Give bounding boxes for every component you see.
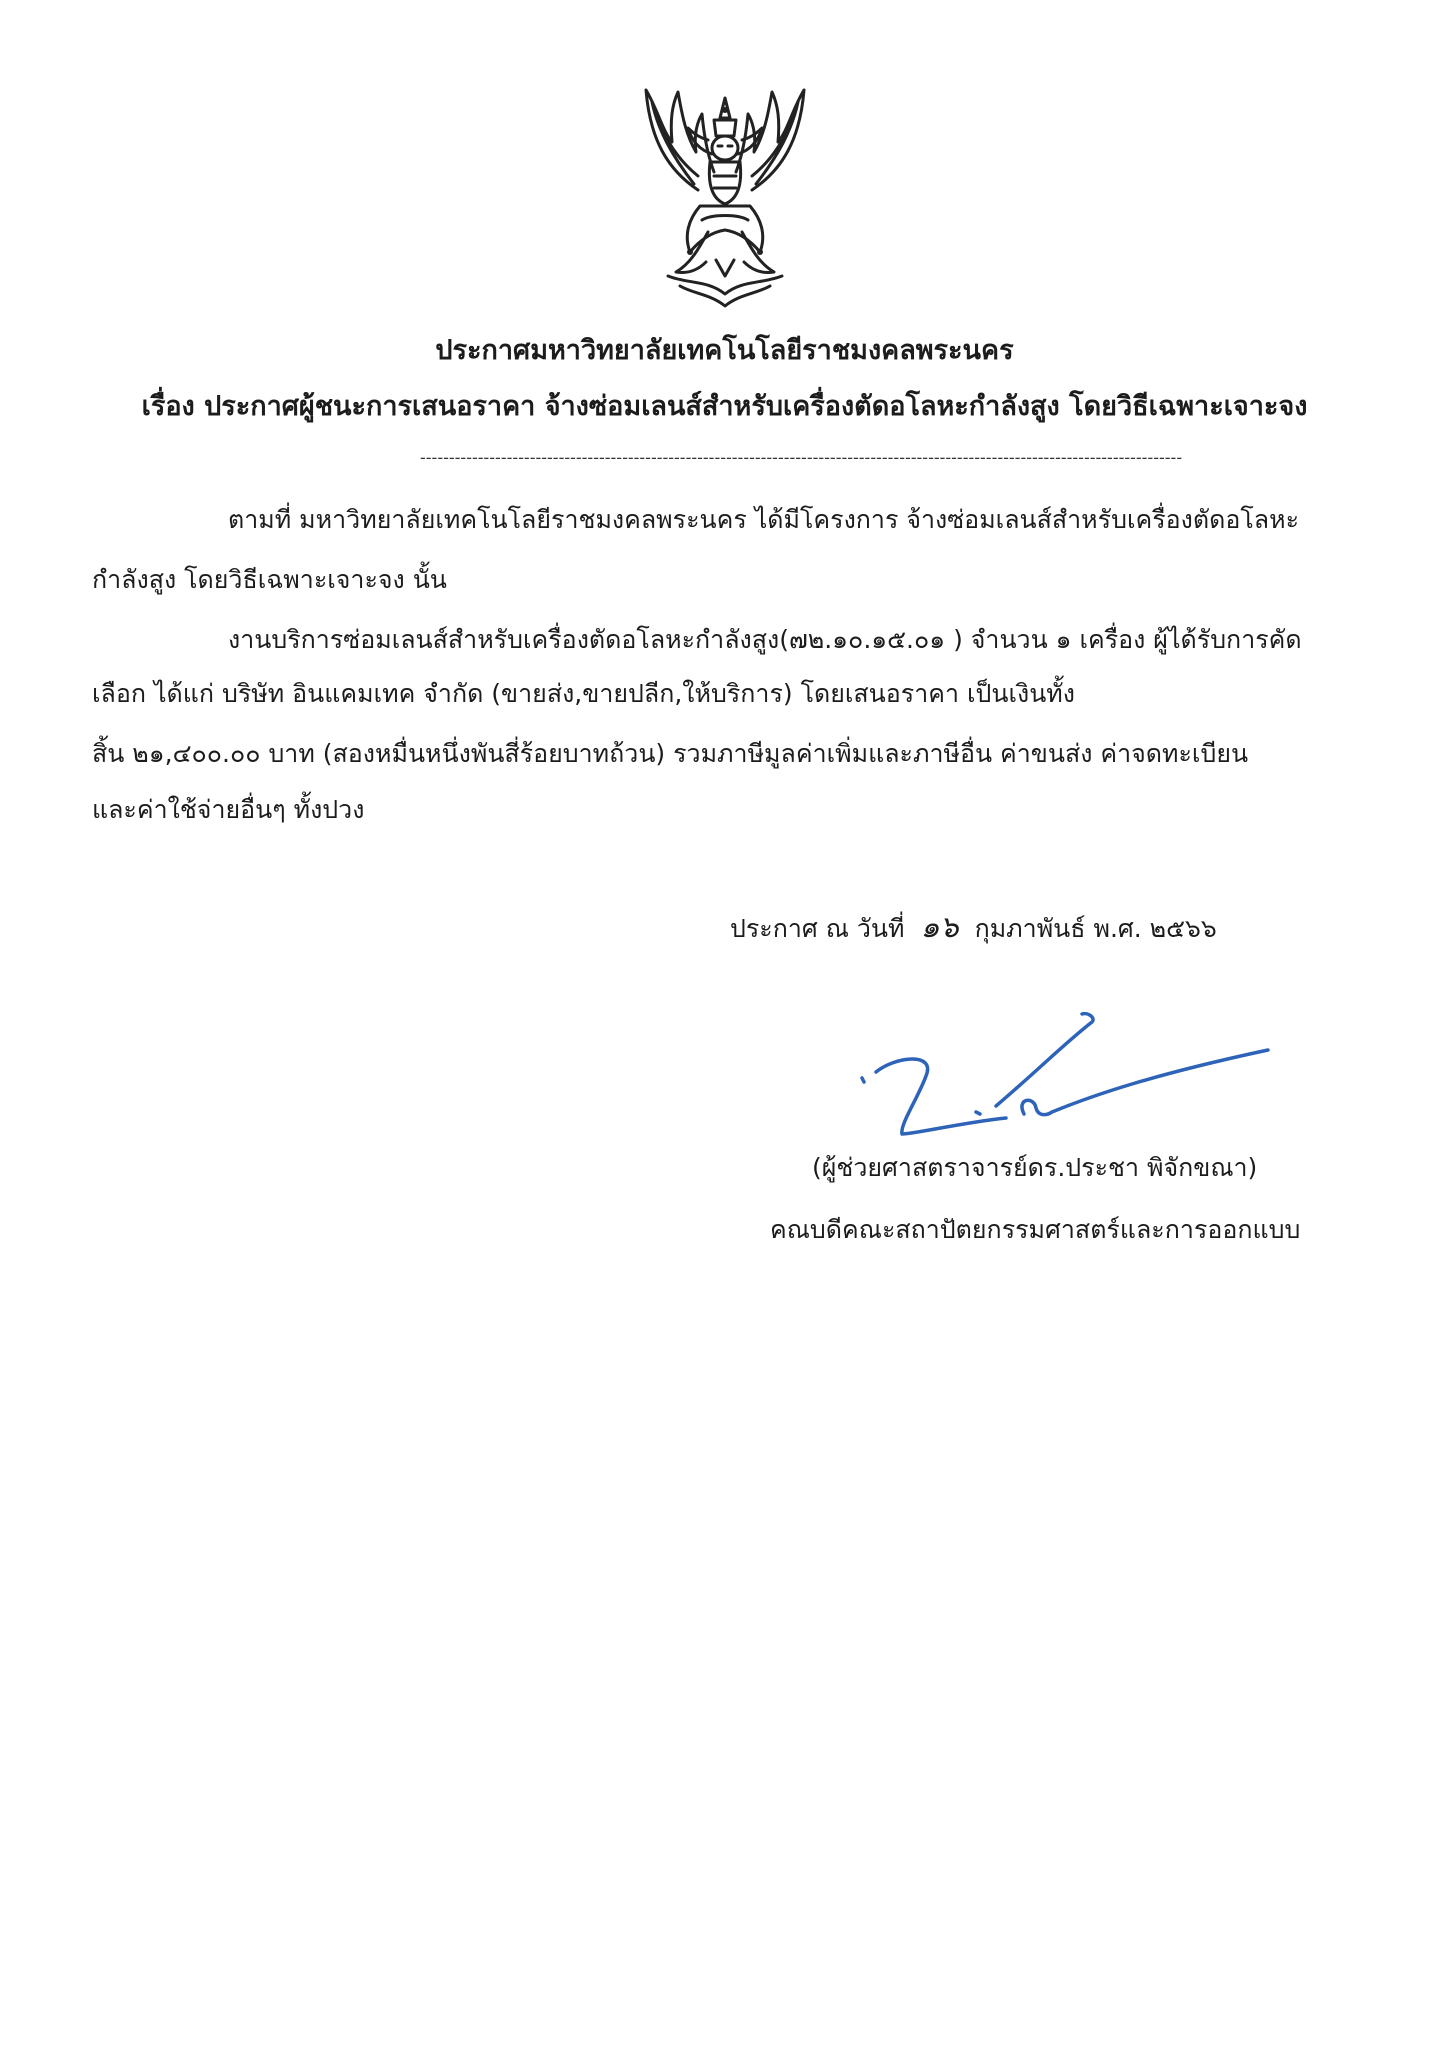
signer-name: (ผู้ช่วยศาสตราจารย์ดร.ประชา พิจักขณา) [812, 1153, 1258, 1182]
garuda-emblem-icon [628, 80, 822, 310]
announcement-subject: เรื่อง ประกาศผู้ชนะการเสนอราคา จ้างซ่อมเลนส์สำหรับเครื่องตัดอโลหะกำลังสูง โดยวิธีเฉพาะเจาะจง [141, 391, 1308, 422]
title-divider: ------------------------------------------------------------------------------------------------------------------------------------ [420, 448, 1183, 467]
para2-line1: งานบริการซ่อมเลนส์สำหรับเครื่องตัดอโลหะกำลังสูง(๗๒.๑๐.๑๕.๐๑ ) จำนวน ๑ เครื่อง ผู้ได้รับการคัด [228, 625, 1302, 654]
announcement-title: ประกาศมหาวิทยาลัยเทคโนโลยีราชมงคลพระนคร [435, 335, 1014, 366]
para2-line4: และค่าใช้จ่ายอื่นๆ ทั้งปวง [92, 795, 365, 824]
announcement-date [730, 904, 1217, 951]
para1-line1: ตามที่ มหาวิทยาลัยเทคโนโลยีราชมงคลพระนคร ได้มีโครงการ จ้างซ่อมเลนส์สำหรับเครื่องตัดอโลหะ [228, 505, 1300, 534]
signer-position: คณบดีคณะสถาปัตยกรรมศาสตร์และการออกแบบ [770, 1215, 1301, 1244]
para2-line3: สิ้น ๒๑,๔๐๐.๐๐ บาท (สองหมื่นหนึ่งพันสี่ร้อยบาทถ้วน) รวมภาษีมูลค่าเพิ่มและภาษีอื่น ค่าขนส่ง ค่าจดทะเบียน [92, 739, 1249, 768]
date-suffix: กุมภาพันธ์ พ.ศ. ๒๕๖๖ [974, 914, 1217, 943]
handwritten-signature [856, 1002, 1276, 1162]
para1-line2: กำลังสูง โดยวิธีเฉพาะเจาะจง นั้น [92, 565, 447, 594]
date-day-handwritten: ๑๖ [920, 910, 959, 945]
date-prefix: ประกาศ ณ วันที่ [730, 914, 905, 943]
para2-line2: เลือก ได้แก่ บริษัท อินแคมเทค จำกัด (ขายส่ง,ขายปลีก,ให้บริการ) โดยเสนอราคา เป็นเงินทั้ง [92, 679, 1075, 708]
